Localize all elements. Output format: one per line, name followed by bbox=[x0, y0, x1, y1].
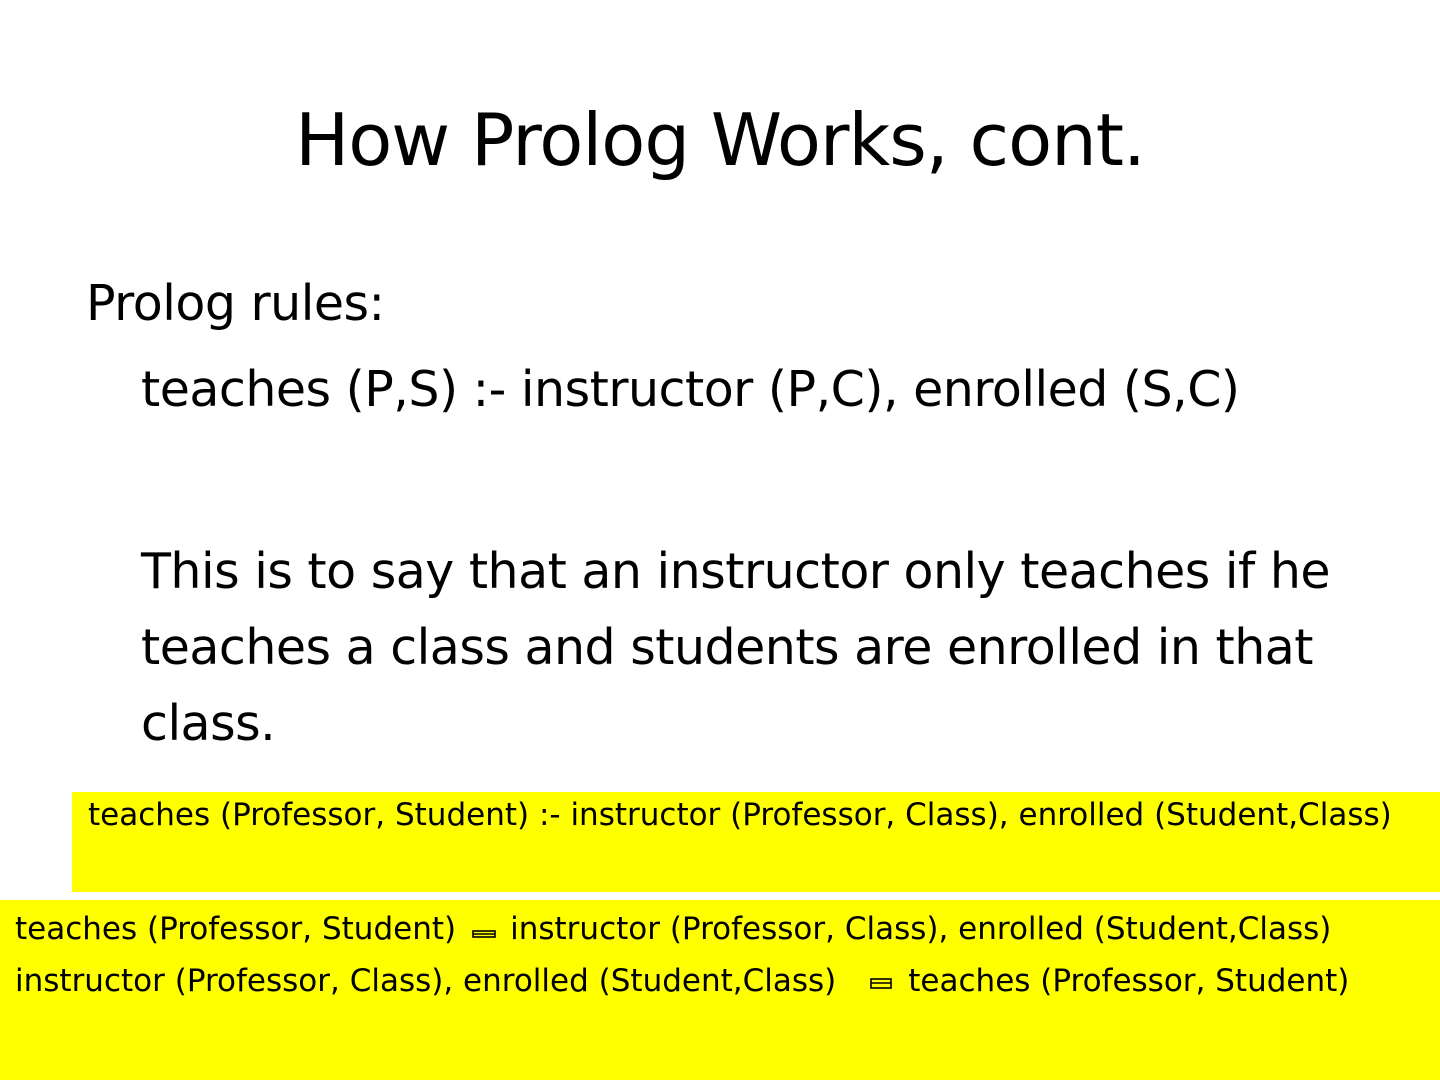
slide-title: How Prolog Works, cont. bbox=[295, 98, 1145, 182]
section-label: Prolog rules: bbox=[86, 275, 385, 332]
implication-1-right: instructor (Professor, Class), enrolled (Student,Class) bbox=[510, 911, 1332, 947]
callout-rule-text: teaches (Professor, Student) :- instructor (Professor, Class), enrolled (Student,Class) bbox=[88, 797, 1392, 833]
implication-2-left: instructor (Professor, Class), enrolled (Student,Class) bbox=[15, 963, 837, 999]
callout-rule-implications bbox=[0, 900, 1440, 1080]
callout-rule-expanded bbox=[72, 792, 1440, 892]
implication-1-left: teaches (Professor, Student) bbox=[15, 911, 457, 947]
implication-2-right: teaches (Professor, Student) bbox=[908, 963, 1350, 999]
left-arrow-icon bbox=[472, 924, 496, 938]
implication-line-2 bbox=[15, 960, 1424, 1002]
rule-explanation: This is to say that an instructor only teaches if he teaches a class and students are enrolled in that class. bbox=[141, 543, 1331, 752]
implication-line-1 bbox=[15, 908, 1424, 950]
right-arrow-icon bbox=[870, 976, 894, 990]
prolog-rule: teaches (P,S) :- instructor (P,C), enrolled (S,C) bbox=[141, 361, 1240, 418]
